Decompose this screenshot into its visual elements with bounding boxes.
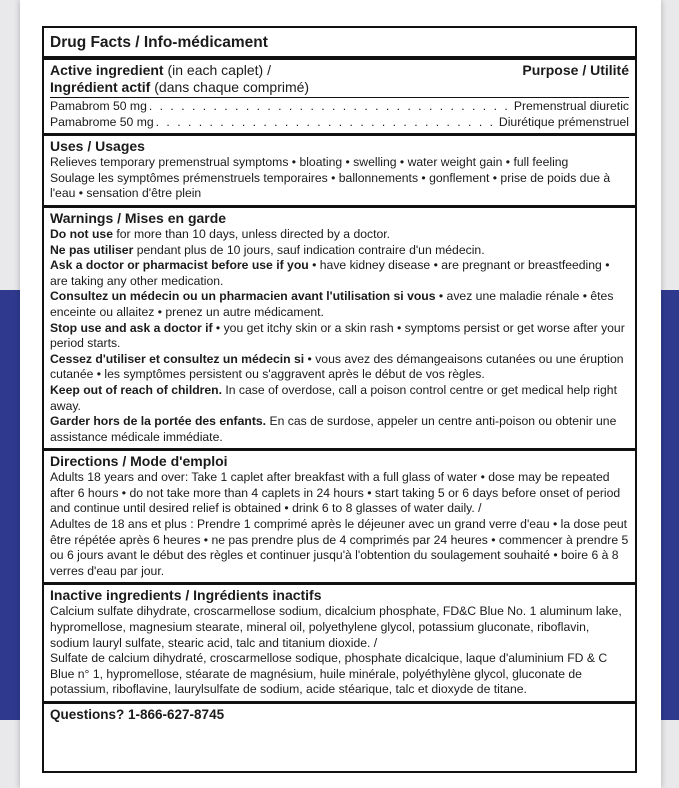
inactive-section xyxy=(44,585,635,704)
inactive-heading: Inactive ingredients / Ingrédients inactifs xyxy=(50,587,322,604)
uses-text-fr: Soulage les symptômes prémenstruels temporaires • ballonnements • gonflement • prise de poids due à l'eau • sensation d'être plein xyxy=(50,170,611,201)
directions-text-fr: Adultes de 18 ans et plus : Prendre 1 comprimé après le déjeuner avec un grand verre d'eau • la dose peut être répétée après 6 heures • ne pas prendre plus de 4 comprimés par 24 heures • commencer à prendre 5 ou 6 jours avant le début des règles et continuer jusqu'à l'obtention du soulagement souhaité • boire 6 à 8 verres d'eau par jour. xyxy=(50,517,629,578)
uses-section xyxy=(44,136,635,208)
cessez: Cessez d'utiliser et consultez un médecin si • vous avez des démangeaisons cutanées ou une éruption cutanée • les symptômes persistent ou s'aggravent après le début de vos règles. xyxy=(50,351,624,382)
questions-line: Questions? 1-866-627-8745 xyxy=(50,707,225,722)
active-ingredient-section xyxy=(44,60,635,136)
uses-heading: Uses / Usages xyxy=(50,138,145,155)
inactive-text-fr: Sulfate de calcium dihydraté, croscarmellose sodique, phosphate dicalcique, laque d'aluminium FD & C Blue n° 1, hypromellose, stéarate de magnésium, huile minérale, polyéthylène glycol, gluconate de potassium, riboflavine, laurylsulfate de sodium, acide stéarique, talc et dioxyde de titane. xyxy=(50,651,608,697)
stop-use: Stop use and ask a doctor if • you get itchy skin or a skin rash • symptoms persist or get worse after your period starts. xyxy=(50,320,625,351)
keep-out-of-reach: Keep out of reach of children. In case of overdose, call a poison control centre or get medical help right away. xyxy=(50,382,617,413)
directions-heading: Directions / Mode d'emploi xyxy=(50,453,228,470)
warnings-section xyxy=(44,208,635,451)
directions-section xyxy=(44,451,635,585)
consultez: Consultez un médecin ou un pharmacien avant l'utilisation si vous • avez une maladie rénale • êtes enceinte ou allaitez • prenez un autre médicament. xyxy=(50,289,614,319)
drug-facts-title: Drug Facts / Info-médicament xyxy=(44,28,635,60)
do-not-use: Do not use for more than 10 days, unless directed by a doctor. xyxy=(50,226,391,241)
active-ingredient-heading-fr: Ingrédient actif (dans chaque comprimé) xyxy=(50,79,310,95)
ne-pas-utiliser: Ne pas utiliser pendant plus de 10 jours, sauf indication contraire d'un médecin. xyxy=(50,242,485,257)
drug-facts-panel xyxy=(42,26,637,773)
garder-hors: Garder hors de la portée des enfants. En cas de surdose, appeler un centre anti-poison ou obtenir une assistance médicale immédiate. xyxy=(50,414,617,444)
warnings-heading: Warnings / Mises en garde xyxy=(50,209,227,226)
active-ingredient-heading: Active ingredient (in each caplet) / xyxy=(50,62,271,78)
uses-text-en: Relieves temporary premenstrual symptoms • bloating • swelling • water weight gain • full feeling xyxy=(50,155,569,170)
purpose-heading: Purpose / Utilité xyxy=(522,62,629,78)
divider xyxy=(50,97,629,98)
directions-text-en: Adults 18 years and over: Take 1 caplet after breakfast with a full glass of water • dose may be repeated after 6 hours • do not take more than 4 caplets in 24 hours • start taking 5 or 6 days before onset of period and continue until desired relief is obtained • drink 6 to 8 glasses of water daily. / xyxy=(50,470,621,516)
carton-panel xyxy=(20,0,661,788)
ingredient-row-en: Pamabrom 50 mg . . . Premenstrual diuretic xyxy=(50,99,629,115)
ask-doctor: Ask a doctor or pharmacist before use if you • have kidney disease • are pregnant or breastfeeding • are taking any other medication. xyxy=(50,258,610,288)
ingredient-row-fr: Pamabrome 50 mg . . . Diurétique prémenstruel xyxy=(50,115,629,131)
inactive-text-en: Calcium sulfate dihydrate, croscarmellose sodium, dicalcium phosphate, FD&C Blue No. 1 aluminum lake, hypromellose, magnesium stearate, mineral oil, polyethylene glycol, potassium gluconate, riboflavin, sodium lauryl sulfate, stearic acid, talc and titanium dioxide. / xyxy=(50,604,622,650)
